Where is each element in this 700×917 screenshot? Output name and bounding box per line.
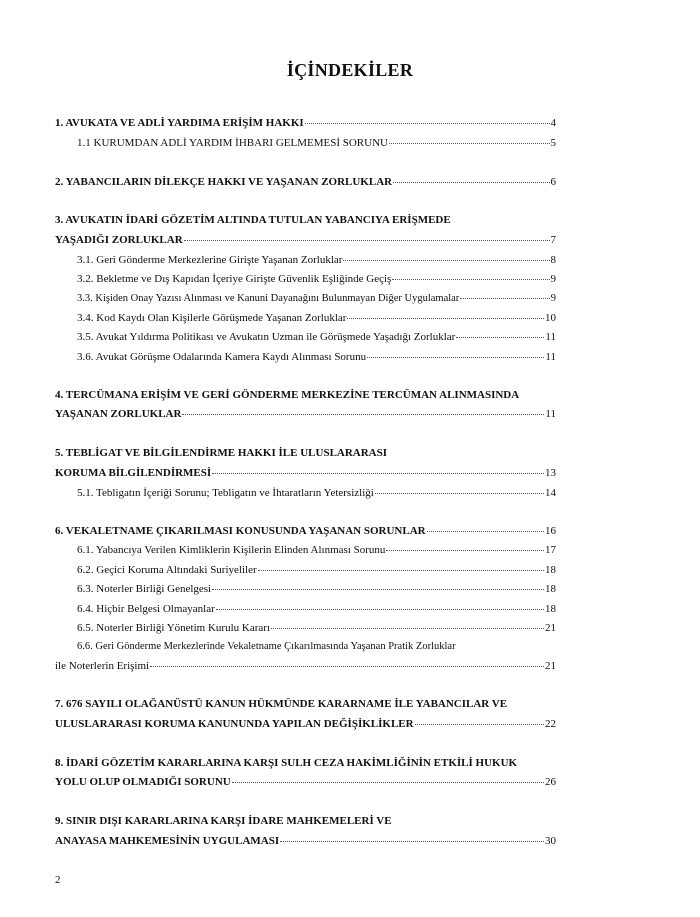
toc-entry-title: ANAYASA MAHKEMESİNİN UYGULAMASI	[55, 835, 280, 847]
toc-entry-title: 6. VEKALETNAME ÇIKARILMASI KONUSUNDA YAŞANAN SORUNLAR	[55, 525, 426, 537]
toc-entry-title: 3.5. Avukat Yıldırma Politikası ve Avukatın Uzman ile Görüşmede Yaşadığı Zorluklar	[77, 331, 456, 343]
toc-entry-title: 1.1 KURUMDAN ADLİ YARDIM İHBARI GELMEMESİ SORUNU	[77, 137, 388, 149]
toc-entry-title: 3.4. Kod Kaydı Olan Kişilerle Görüşmede Yaşanan Zorluklar	[77, 312, 347, 324]
toc-entry[interactable]	[77, 602, 556, 616]
toc-entry[interactable]	[55, 116, 556, 130]
toc-entry-page: 11	[545, 351, 556, 363]
toc-entry-title: ile Noterlerin Erişimi	[55, 660, 150, 672]
leader-dots	[184, 240, 550, 241]
toc-entry-page: 4	[550, 117, 556, 129]
toc-entry-title: 6.3. Noterler Birliği Genelgesi	[77, 583, 212, 595]
toc-entry[interactable]	[55, 775, 556, 789]
toc-entry[interactable]	[55, 233, 556, 247]
toc-entry-page: 18	[545, 603, 556, 615]
toc-entry-title: 2. YABANCILARIN DİLEKÇE HAKKI VE YAŞANAN ZORLUKLAR	[55, 176, 393, 188]
page-number: 2	[55, 874, 61, 886]
toc-entry[interactable]	[77, 253, 556, 267]
toc-entry[interactable]	[55, 175, 556, 189]
leader-dots	[216, 609, 544, 610]
toc-entry-page: 7	[550, 234, 556, 246]
toc-entry-title: 6.4. Hiçbir Belgesi Olmayanlar	[77, 603, 215, 615]
toc-entry[interactable]	[55, 834, 556, 848]
toc-entry-title: 3.2. Bekletme ve Dış Kapıdan İçeriye Girişte Güvenlik Eşliğinde Geçiş	[77, 273, 392, 285]
toc-entry[interactable]	[55, 717, 556, 731]
toc-entry-title: KORUMA BİLGİLENDİRMESİ	[55, 467, 212, 479]
toc-entry[interactable]	[77, 350, 556, 364]
toc-entry-title-line1: 4. TERCÜMANA ERİŞİM VE GERİ GÖNDERME MERKEZİNE TERCÜMAN ALINMASINDA	[55, 389, 520, 401]
toc-entry[interactable]	[55, 659, 556, 673]
toc-entry-title: 6.5. Noterler Birliği Yönetim Kurulu Kararı	[77, 622, 270, 634]
leader-dots	[347, 318, 544, 319]
toc-entry-page: 17	[545, 544, 556, 556]
toc-entry[interactable]	[77, 330, 556, 344]
toc-entry-title: 3.6. Avukat Görüşme Odalarında Kamera Kaydı Alınması Sorunu	[77, 351, 367, 363]
leader-dots	[182, 414, 544, 415]
leader-dots	[460, 298, 549, 299]
toc-entry-page: 18	[545, 564, 556, 576]
toc-entry[interactable]	[77, 136, 556, 150]
toc-entry-page: 13	[545, 467, 556, 479]
toc-entry-title-line1: 7. 676 SAYILI OLAĞANÜSTÜ KANUN HÜKMÜNDE KARARNAME İLE YABANCILAR VE	[55, 698, 508, 710]
toc-entry-title: YAŞADIĞI ZORLUKLAR	[55, 234, 183, 246]
toc-entry-title-line1: 8. İDARİ GÖZETİM KARARLARINA KARŞI SULH CEZA HAKİMLİĞİNİN ETKİLİ HUKUK	[55, 757, 518, 769]
toc-entry-page: 10	[545, 312, 556, 324]
leader-dots	[427, 531, 544, 532]
toc-entry[interactable]	[77, 311, 556, 325]
toc-entry-title: 3.3. Kişiden Onay Yazısı Alınması ve Kanuni Dayanağını Bulunmayan Diğer Uygulamalar	[77, 293, 460, 304]
toc-entry[interactable]	[77, 543, 556, 557]
leader-dots	[150, 666, 544, 667]
toc-entry-page: 22	[545, 718, 556, 730]
leader-dots	[392, 279, 549, 280]
toc-entry-page: 5	[550, 137, 556, 149]
leader-dots	[258, 570, 544, 571]
toc-entry-title: 5.1. Tebligatın İçeriği Sorunu; Tebligatın ve İhtaratların Yetersizliği	[77, 487, 374, 499]
leader-dots	[232, 782, 544, 783]
toc-entry-page: 9	[550, 293, 556, 304]
toc-entry-title-line1: 6.6. Geri Gönderme Merkezlerinde Vekaletname Çıkarılmasında Yaşanan Pratik Zorluklar	[77, 641, 456, 652]
leader-dots	[305, 123, 550, 124]
toc-entry[interactable]	[77, 272, 556, 286]
toc-entry-page: 11	[545, 408, 556, 420]
toc-entry-page: 9	[550, 273, 556, 285]
toc-entry-page: 21	[545, 660, 556, 672]
toc-entry-title: 1. AVUKATA VE ADLİ YARDIMA ERİŞİM HAKKI	[55, 117, 304, 129]
leader-dots	[375, 493, 544, 494]
toc-entry-title-line1: 3. AVUKATIN İDARİ GÖZETİM ALTINDA TUTULAN YABANCIYA ERİŞMEDE	[55, 214, 451, 226]
toc-entry[interactable]	[55, 524, 556, 538]
toc-entry[interactable]	[77, 486, 556, 500]
leader-dots	[212, 473, 544, 474]
toc-entry-title: 3.1. Geri Gönderme Merkezlerine Girişte Yaşanan Zorluklar	[77, 254, 343, 266]
toc-entry-page: 6	[550, 176, 556, 188]
toc-entry-title: YAŞANAN ZORLUKLAR	[55, 408, 182, 420]
toc-entry[interactable]	[77, 292, 556, 306]
leader-dots	[367, 357, 544, 358]
leader-dots	[280, 841, 544, 842]
toc-entry-page: 16	[545, 525, 556, 537]
leader-dots	[389, 143, 550, 144]
toc-entry-title: ULUSLARARASI KORUMA KANUNUNDA YAPILAN DEĞİŞİKLİKLER	[55, 718, 414, 730]
toc-entry[interactable]	[55, 407, 556, 421]
toc-entry[interactable]	[77, 563, 556, 577]
toc-entry-page: 14	[545, 487, 556, 499]
leader-dots	[456, 337, 544, 338]
toc-entry[interactable]	[55, 466, 556, 480]
toc-entry-title: YOLU OLUP OLMADIĞI SORUNU	[55, 776, 231, 788]
leader-dots	[212, 589, 544, 590]
toc-entry-page: 21	[545, 622, 556, 634]
toc-entry-page: 26	[545, 776, 556, 788]
toc-entry[interactable]	[77, 582, 556, 596]
toc-entry-title: 6.1. Yabancıya Verilen Kimliklerin Kişilerin Elinden Alınması Sorunu	[77, 544, 386, 556]
toc-entry[interactable]	[77, 621, 556, 635]
toc-entry-page: 30	[545, 835, 556, 847]
toc-entry-title-line1: 5. TEBLİGAT VE BİLGİLENDİRME HAKKI İLE ULUSLARARASI	[55, 447, 388, 459]
leader-dots	[386, 550, 544, 551]
toc-title: İÇİNDEKİLER	[286, 60, 414, 80]
toc-entry-title-line1: 9. SINIR DIŞI KARARLARINA KARŞI İDARE MAHKEMELERİ VE	[55, 815, 392, 827]
leader-dots	[271, 628, 544, 629]
leader-dots	[343, 260, 549, 261]
leader-dots	[415, 724, 544, 725]
leader-dots	[393, 182, 549, 183]
toc-entry-title: 6.2. Geçici Koruma Altındaki Suriyeliler	[77, 564, 257, 576]
toc-entry-page: 11	[545, 331, 556, 343]
toc-entry-page: 8	[550, 254, 556, 266]
toc-entry-page: 18	[545, 583, 556, 595]
